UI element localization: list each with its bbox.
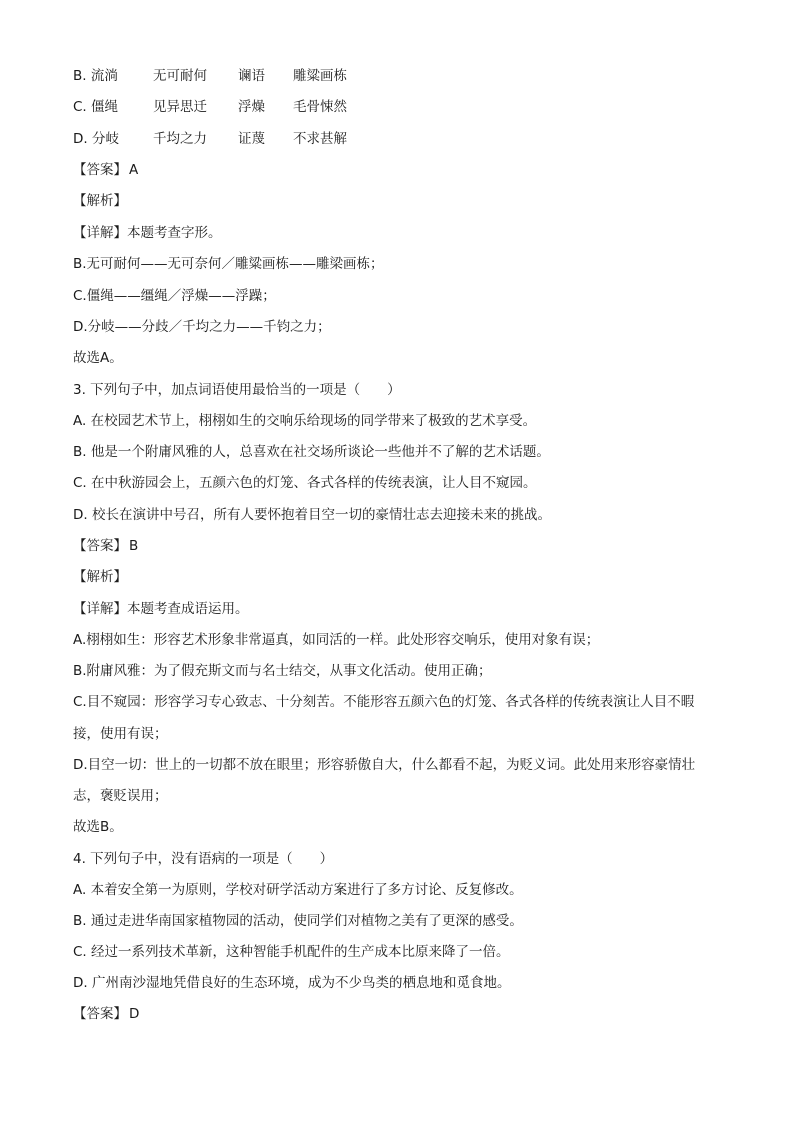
q2-analysis-line: B.无可耐何——无可奈何／雕粱画栋——雕梁画栋； (73, 256, 384, 272)
option-word: 谰语 (238, 68, 265, 84)
q2-answer (73, 160, 138, 180)
q3-option-b: B. 他是一个附庸风雅的人，总喜欢在社交场所谈论一些他并不了解的艺术话题。 (73, 444, 550, 460)
option-label: B. 流淌 (73, 68, 118, 84)
q2-analysis-tag: 【解析】 (73, 193, 127, 209)
q4-option-c: C. 经过一系列技术革新，这种智能手机配件的生产成本比原来降了一倍。 (73, 944, 510, 960)
q2-analysis-line: C.僵绳——缰绳／浮燥——浮躁； (73, 288, 276, 304)
q3-analysis-line: 接，使用有误； (73, 726, 168, 742)
option-word: 见异思迁 (153, 99, 207, 115)
q3-analysis-tag: 【解析】 (73, 569, 127, 585)
q4-option-b: B. 通过走进华南国家植物园的活动，使同学们对植物之美有了更深的感受。 (73, 913, 523, 929)
option-word: 浮燥 (238, 99, 265, 115)
option-word: 不求甚解 (293, 131, 347, 147)
q3-option-c: C. 在中秋游园会上，五颜六色的灯笼、各式各样的传统表演，让人目不窥园。 (73, 475, 537, 491)
q3-option-d: D. 校长在演讲中号召，所有人要怀抱着目空一切的豪情壮志去迎接未来的挑战。 (73, 507, 551, 523)
q2-conclusion: 故选A。 (73, 350, 123, 366)
q3-stem: 3. 下列句子中，加点词语使用最恰当的一项是（ ） (73, 382, 401, 398)
q3-analysis-line: 志，褒贬误用； (73, 788, 168, 804)
q3-analysis-line: C.目不窥园：形容学习专心致志、十分刻苦。不能形容五颜六色的灯笼、各式各样的传统表演让人目不暇 (73, 694, 695, 710)
q2-detail-heading: 【详解】本题考查字形。 (73, 225, 222, 241)
option-word: 毛骨悚然 (293, 99, 347, 115)
answer-tag: 【答案】 (73, 538, 127, 554)
q2-analysis-line: D.分岐——分歧／千均之力——千钧之力； (73, 319, 331, 335)
q3-analysis-line: B.附庸风雅：为了假充斯文而与名士结交，从事文化活动。使用正确； (73, 663, 492, 679)
q3-option-a: A. 在校园艺术节上，栩栩如生的交响乐给现场的同学带来了极致的艺术享受。 (73, 413, 537, 429)
answer-tag: 【答案】 (73, 162, 127, 178)
q4-answer (73, 1004, 139, 1024)
q2-option-d (73, 129, 347, 149)
q2-option-c (73, 97, 347, 117)
answer-value: D (129, 1006, 140, 1022)
q3-detail-heading: 【详解】本题考查成语运用。 (73, 601, 249, 617)
option-word: 雕粱画栋 (293, 68, 347, 84)
option-word: 证蔑 (238, 131, 265, 147)
q3-analysis-line: D.目空一切：世上的一切都不放在眼里；形容骄傲自大，什么都看不起，为贬义词。此处用来形容豪情壮 (73, 757, 696, 773)
option-label: D. 分岐 (73, 131, 119, 147)
q4-option-d: D. 广州南沙湿地凭借良好的生态环境，成为不少鸟类的栖息地和觅食地。 (73, 975, 511, 991)
answer-value: B (129, 538, 139, 554)
option-label: C. 僵绳 (73, 99, 119, 115)
q4-option-a: A. 本着安全第一为原则，学校对研学活动方案进行了多方讨论、反复修改。 (73, 882, 523, 898)
q4-stem: 4. 下列句子中，没有语病的一项是（ ） (73, 851, 334, 867)
q3-analysis-line: A.栩栩如生：形容艺术形象非常逼真，如同活的一样。此处形容交响乐，使用对象有误； (73, 632, 600, 648)
answer-value: A (129, 162, 139, 178)
q3-answer (73, 536, 138, 556)
q2-option-b (73, 66, 347, 86)
option-word: 无可耐何 (153, 68, 207, 84)
q3-conclusion: 故选B。 (73, 819, 123, 835)
option-word: 千均之力 (153, 131, 207, 147)
answer-tag: 【答案】 (73, 1006, 127, 1022)
